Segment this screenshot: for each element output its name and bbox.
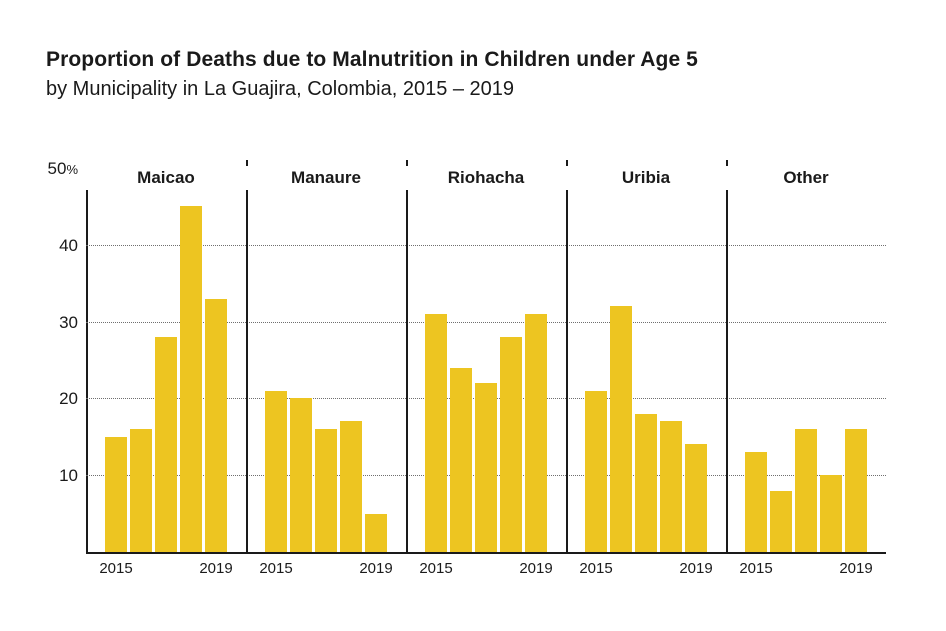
bar [635, 414, 657, 552]
x-axis-ticks [726, 560, 886, 580]
panel-bars [246, 168, 406, 552]
panel-bars [566, 168, 726, 552]
bar [315, 429, 337, 552]
x-axis-tick-label: 2015 [259, 560, 293, 577]
bar [500, 337, 522, 552]
x-axis-tick-label: 2019 [679, 560, 713, 577]
x-axis-line [86, 552, 886, 554]
x-axis-ticks [566, 560, 726, 580]
panel-title: Maicao [86, 166, 246, 190]
panel-title: Other [726, 166, 886, 190]
panel-title: Uribia [566, 166, 726, 190]
y-axis-tick-label: 10 [59, 466, 78, 486]
bar [745, 452, 767, 552]
bar [290, 398, 312, 552]
x-axis-tick-label: 2019 [839, 560, 873, 577]
x-axis-tick-label: 2015 [739, 560, 773, 577]
bar [105, 437, 127, 552]
panel-bars [406, 168, 566, 552]
panel-bars [86, 168, 246, 552]
bar [130, 429, 152, 552]
x-axis-tick-label: 2019 [519, 560, 553, 577]
x-axis-tick-label: 2019 [199, 560, 233, 577]
x-axis-ticks [86, 560, 246, 580]
x-axis-tick-label: 2015 [579, 560, 613, 577]
bar [795, 429, 817, 552]
x-axis-ticks [246, 560, 406, 580]
x-axis-tick-label: 2015 [419, 560, 453, 577]
bar [180, 206, 202, 552]
chart-panel [566, 168, 726, 577]
page-subtitle: by Municipality in La Guajira, Colombia, 2015 – 2019 [46, 78, 515, 100]
panel-bars [726, 168, 886, 552]
title-block [46, 46, 906, 102]
chart-panel [86, 168, 246, 577]
bar [265, 391, 287, 552]
page-title: Proportion of Deaths due to Malnutrition in Children under Age 5 [46, 48, 698, 71]
bar [610, 306, 632, 552]
panel-title: Manaure [246, 166, 406, 190]
x-axis-tick-label: 2019 [359, 560, 393, 577]
bar [475, 383, 497, 552]
y-axis-tick-label: 40 [59, 235, 78, 255]
chart-panel [726, 168, 886, 577]
bar [340, 421, 362, 552]
bar [770, 491, 792, 552]
bar [820, 475, 842, 552]
bar [845, 429, 867, 552]
bar [450, 368, 472, 552]
bar [685, 444, 707, 552]
chart-panel [406, 168, 566, 577]
bar [425, 314, 447, 552]
panel-title: Riohacha [406, 166, 566, 190]
y-axis-tick-label: 20 [59, 389, 78, 409]
chart-plot-area [47, 159, 886, 577]
bar [205, 299, 227, 552]
x-axis-ticks [406, 560, 566, 580]
y-axis-tick-label: 30 [59, 312, 78, 332]
bar [155, 337, 177, 552]
bar [365, 514, 387, 552]
bar [525, 314, 547, 552]
y-axis-tick-label: 50% [47, 159, 78, 178]
chart-panel [246, 168, 406, 577]
bar [585, 391, 607, 552]
x-axis-tick-label: 2015 [99, 560, 133, 577]
bar [660, 421, 682, 552]
